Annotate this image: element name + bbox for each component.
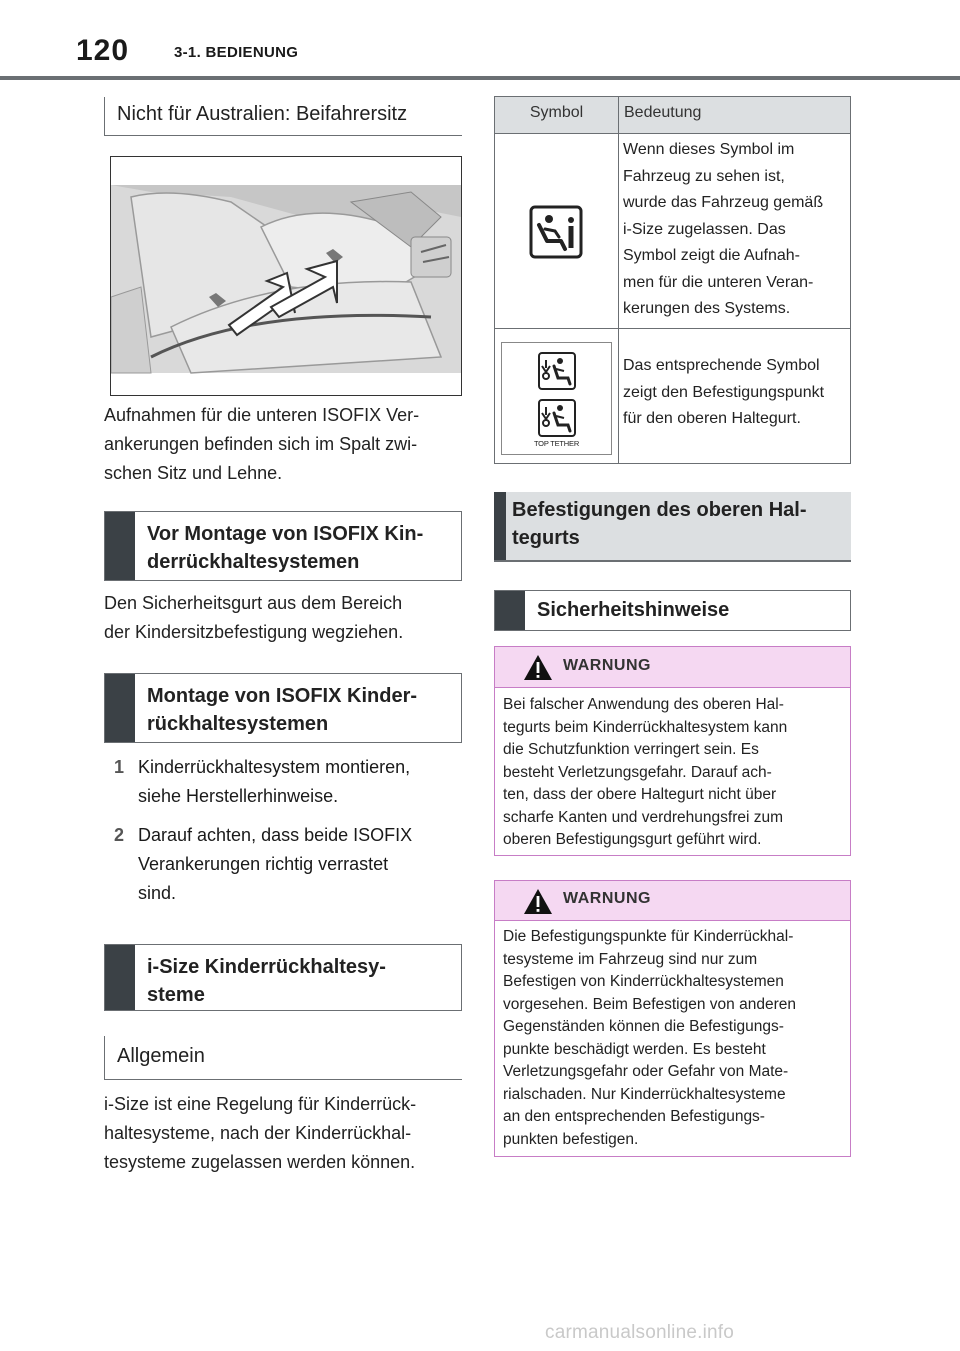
seat-isofix-figure bbox=[110, 156, 462, 396]
warning-box bbox=[494, 880, 851, 1157]
section-bar bbox=[495, 591, 525, 630]
section-bar bbox=[105, 945, 135, 1010]
figure-caption: Aufnahmen für die unteren ISOFIX Ver- ankerungen befinden sich im Spalt zwi- schen Sitz und Lehne. bbox=[104, 405, 420, 483]
step-item: 2 Darauf achten, dass beide ISOFIX Verankerungen richtig verrastet sind. bbox=[114, 825, 413, 903]
section-top-tether-anchors: Befestigungen des oberen Hal- tegurts bbox=[494, 492, 851, 562]
warning-box bbox=[494, 646, 851, 856]
table-header-meaning: Bedeutung bbox=[619, 97, 850, 133]
section-before-isofix-text: Den Sicherheitsgurt aus dem Bereich der Kindersitzbefestigung wegziehen. bbox=[104, 593, 404, 642]
header-rule bbox=[0, 76, 960, 80]
section-mounting-isofix: Montage von ISOFIX Kinder- rückhaltesystemen bbox=[104, 673, 462, 743]
step-item: 1 Kinderrückhaltesystem montieren, siehe Herstellerhinweise. bbox=[114, 757, 411, 806]
symbol-table bbox=[494, 96, 851, 464]
top-tether-icon bbox=[538, 352, 576, 390]
section-bar bbox=[494, 492, 506, 560]
warning-triangle-icon bbox=[523, 654, 553, 686]
table-row1-meaning: Wenn dieses Symbol im Fahrzeug zu sehen ist, wurde das Fahrzeug gemäß i-Size zugelassen. Das Symbol zeigt die Aufnah- men für die unteren Veran- kerungen des Systems. bbox=[623, 141, 824, 317]
subheading-beifahrersitz: Nicht für Australien: Beifahrersitz bbox=[104, 97, 462, 136]
warning-header bbox=[495, 647, 850, 688]
section-bar bbox=[105, 512, 135, 580]
page-number: 120 bbox=[76, 34, 130, 67]
top-tether-label: TOP TETHER bbox=[533, 439, 580, 448]
seat-illustration bbox=[111, 157, 461, 395]
isize-text: i-Size ist eine Regelung für Kinderrück- haltesysteme, nach der Kinderrückhal- tesysteme zugelassen werden können. bbox=[104, 1094, 417, 1172]
section-safety-notes: Sicherheitshinweise bbox=[494, 590, 851, 631]
warning-body: Die Befestigungspunkte für Kinderrückhal- tesysteme im Fahrzeug sind nur zum Befestigen von Kinderrückhaltesystemen vorgesehen. Beim Befestigen von anderen Gegenständen können die Befestigungs- punkte beschädigt werden. Es besteht Verletzungsgefahr oder Gefahr von Mate- rialschaden. Nur Kinderrückhaltesysteme an den entsprechenden Befestigungs- punkten befestigen. bbox=[503, 928, 796, 1148]
page-header bbox=[0, 0, 960, 80]
section-bar bbox=[105, 674, 135, 742]
chapter-title: 3-1. BEDIENUNG bbox=[174, 44, 299, 61]
isize-symbol-icon bbox=[529, 205, 583, 259]
warning-body: Bei falscher Anwendung des oberen Hal- tegurts beim Kinderrückhaltesystem kann die Schutzfunktion verringert sein. Es besteht Verletzungsgefahr. Darauf ach- ten, dass der obere Haltegurt nicht über scharfe Kanten und verdrehungsfrei zum oberen Befestigungsgurt geführt wird. bbox=[503, 696, 788, 848]
warning-title: WARNUNG bbox=[563, 890, 651, 907]
top-tether-symbol-box bbox=[501, 342, 612, 455]
section-isize: i-Size Kinderrückhaltesy- steme bbox=[104, 944, 462, 1011]
warning-triangle-icon bbox=[523, 888, 553, 920]
table-header-symbol: Symbol bbox=[495, 97, 618, 133]
subheading-allgemein: Allgemein bbox=[104, 1036, 462, 1080]
section-before-isofix: Vor Montage von ISOFIX Kin- derrückhaltesystemen bbox=[104, 511, 462, 581]
warning-title: WARNUNG bbox=[563, 657, 651, 674]
watermark: carmanualsonline.info bbox=[545, 1322, 735, 1343]
table-row2-meaning: Das entsprechende Symbol zeigt den Befestigungspunkt für den oberen Haltegurt. bbox=[623, 357, 825, 427]
top-tether-icon bbox=[538, 399, 576, 437]
warning-header bbox=[495, 881, 850, 921]
